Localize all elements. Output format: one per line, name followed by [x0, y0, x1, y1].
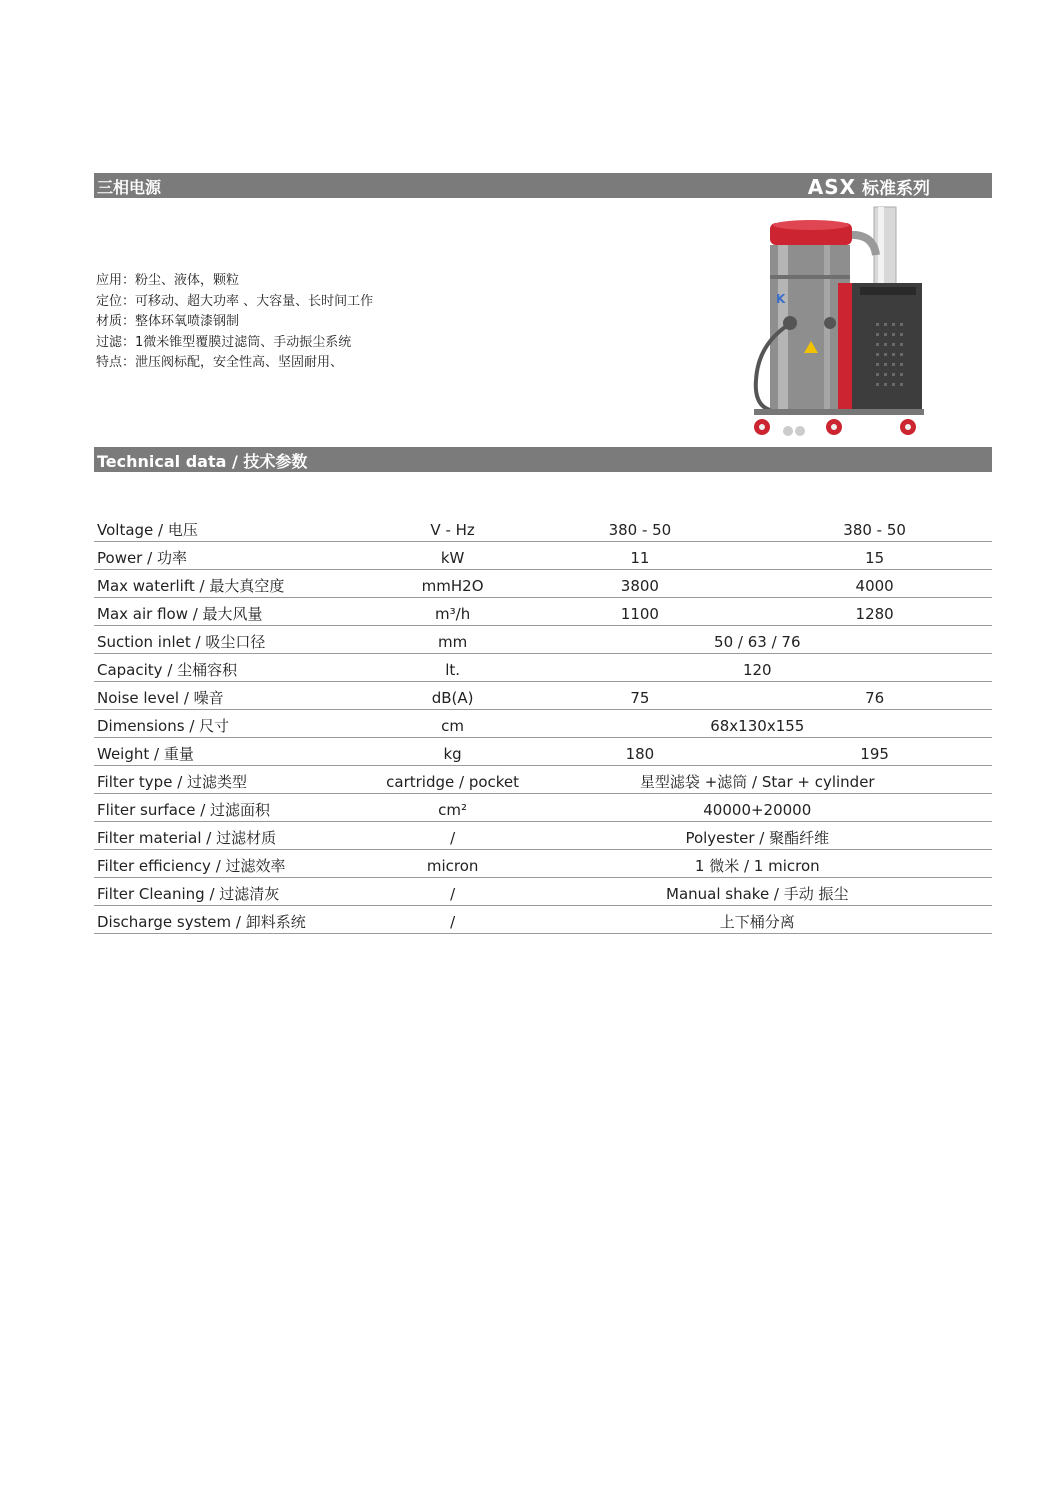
- series-title: [808, 174, 930, 199]
- spec-value-model-2: 380 - 50: [757, 514, 992, 542]
- spec-label: Filter type / 过滤类型: [94, 766, 383, 794]
- vacuum-cleaner-product-image: [748, 205, 928, 441]
- spec-label: Discharge system / 卸料系统: [94, 906, 383, 934]
- feature-item: 材质：整体环氧喷漆钢制: [96, 314, 240, 329]
- spec-label: Fliter surface / 过滤面积: [94, 794, 383, 822]
- table-row: [94, 570, 992, 598]
- spec-label: Power / 功率: [94, 542, 383, 570]
- spec-unit: kW: [383, 542, 523, 570]
- spec-value: 50 / 63 / 76: [523, 626, 992, 654]
- series-name: 标准系列: [862, 179, 930, 199]
- spec-unit: lt.: [383, 654, 523, 682]
- power-type-title: 三相电源: [97, 178, 162, 197]
- section-bar: [94, 447, 992, 472]
- spec-value: 星型滤袋 +滤筒 / Star + cylinder: [523, 766, 992, 794]
- spec-unit: dB(A): [383, 682, 523, 710]
- table-row: [94, 766, 992, 794]
- spec-label: Max waterlift / 最大真空度: [94, 570, 383, 598]
- spec-unit: mmH2O: [383, 570, 523, 598]
- table-row: [94, 542, 992, 570]
- spec-unit: kg: [383, 738, 523, 766]
- spec-value-model-2: 15: [757, 542, 992, 570]
- spec-value: 1 微米 / 1 micron: [523, 850, 992, 878]
- spec-unit: V - Hz: [383, 514, 523, 542]
- spec-unit: cm²: [383, 794, 523, 822]
- spec-value-model-2: 1280: [757, 598, 992, 626]
- spec-label: Max air flow / 最大风量: [94, 598, 383, 626]
- technical-data-title: Technical data / 技术参数: [97, 452, 308, 471]
- feature-item: 应用：粉尘、液体，颗粒: [96, 273, 240, 288]
- table-row: [94, 682, 992, 710]
- spec-label: Noise level / 噪音: [94, 682, 383, 710]
- spec-label: Dimensions / 尺寸: [94, 710, 383, 738]
- svg-text:K: K: [776, 292, 786, 306]
- spec-value: 上下桶分离: [523, 906, 992, 934]
- spec-label: Filter material / 过滤材质: [94, 822, 383, 850]
- spec-value-model-1: 380 - 50: [523, 514, 758, 542]
- title-bar: [94, 173, 992, 198]
- table-row: [94, 710, 992, 738]
- feature-item: 过滤：1微米锥型覆膜过滤筒、手动振尘系统: [96, 334, 352, 350]
- spec-unit: micron: [383, 850, 523, 878]
- spec-value-model-2: 76: [757, 682, 992, 710]
- technical-data-table: [94, 514, 992, 934]
- spec-value: 120: [523, 654, 992, 682]
- spec-label: Weight / 重量: [94, 738, 383, 766]
- spec-label: Filter Cleaning / 过滤清灰: [94, 878, 383, 906]
- spec-value: 40000+20000: [523, 794, 992, 822]
- feature-item: 特点：泄压阀标配，安全性高、坚固耐用、: [96, 355, 344, 370]
- table-row: [94, 906, 992, 934]
- spec-unit: cartridge / pocket: [383, 766, 523, 794]
- spec-value-model-1: 3800: [523, 570, 758, 598]
- spec-unit: /: [383, 906, 523, 934]
- table-row: [94, 794, 992, 822]
- table-row: [94, 514, 992, 542]
- table-row: [94, 598, 992, 626]
- spec-label: Suction inlet / 吸尘口径: [94, 626, 383, 654]
- spec-value: 68x130x155: [523, 710, 992, 738]
- spec-value: Polyester / 聚酯纤维: [523, 822, 992, 850]
- table-row: [94, 822, 992, 850]
- spec-label: Capacity / 尘桶容积: [94, 654, 383, 682]
- spec-label: Filter efficiency / 过滤效率: [94, 850, 383, 878]
- spec-unit: cm: [383, 710, 523, 738]
- spec-value-model-1: 75: [523, 682, 758, 710]
- table-row: [94, 850, 992, 878]
- brand-name: ASX: [807, 175, 857, 199]
- table-row: [94, 654, 992, 682]
- spec-value: Manual shake / 手动 振尘: [523, 878, 992, 906]
- table-row: [94, 626, 992, 654]
- spec-unit: m³/h: [383, 598, 523, 626]
- spec-value-model-1: 11: [523, 542, 758, 570]
- spec-value-model-2: 4000: [757, 570, 992, 598]
- feature-list: [96, 271, 373, 374]
- spec-unit: /: [383, 822, 523, 850]
- table-row: [94, 738, 992, 766]
- spec-unit: /: [383, 878, 523, 906]
- feature-item: 定位：可移动、超大功率 、大容量、长时间工作: [96, 293, 374, 309]
- spec-value-model-1: 1100: [523, 598, 758, 626]
- spec-label: Voltage / 电压: [94, 514, 383, 542]
- spec-value-model-2: 195: [757, 738, 992, 766]
- spec-value-model-1: 180: [523, 738, 758, 766]
- spec-unit: mm: [383, 626, 523, 654]
- table-row: [94, 878, 992, 906]
